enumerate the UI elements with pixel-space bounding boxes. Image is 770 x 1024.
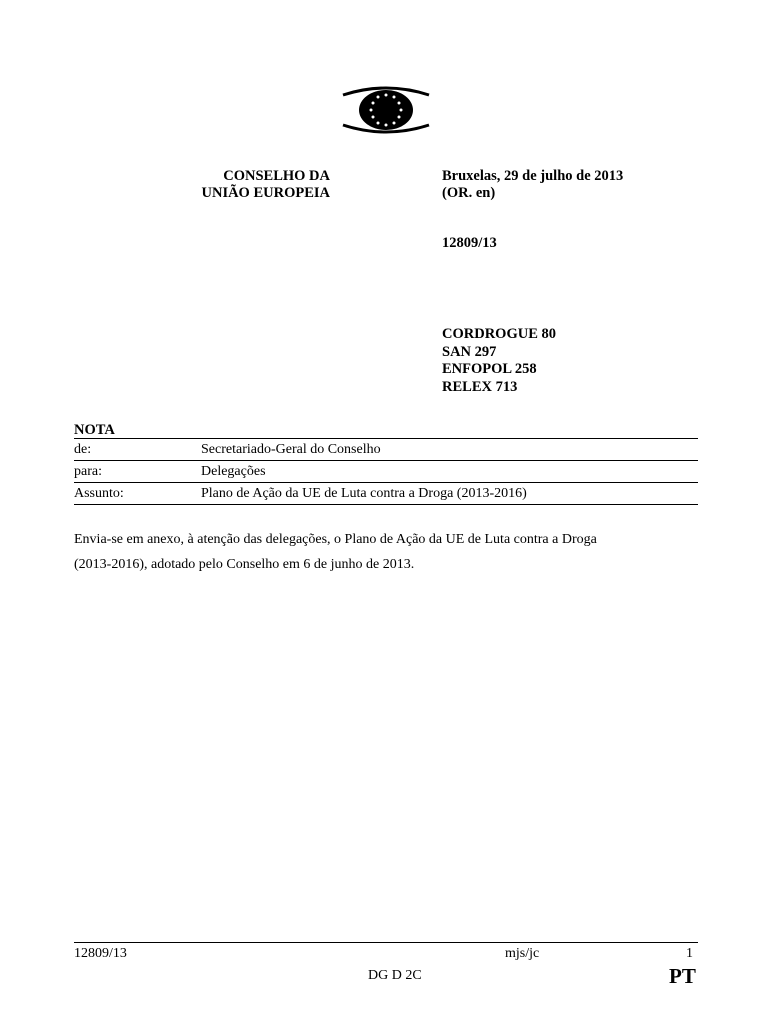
classification-code: CORDROGUE 80 <box>442 326 556 342</box>
council-name-line1: CONSELHO DA <box>223 168 330 184</box>
classification-code: ENFOPOL 258 <box>442 361 537 377</box>
footer-language: PT <box>669 964 696 988</box>
note-row-to <box>74 460 698 482</box>
classification-code: RELEX 713 <box>442 378 518 395</box>
note-row-from <box>74 438 698 460</box>
note-row-label: para: <box>74 463 102 479</box>
note-row-label: Assunto: <box>74 485 124 501</box>
footer-initials: mjs/jc <box>505 946 540 961</box>
document-number: 12809/13 <box>442 235 497 251</box>
note-row-value: Plano de Ação da UE de Luta contra a Droga (2013-2016) <box>201 485 527 501</box>
classification-codes <box>442 326 556 396</box>
original-language: (OR. en) <box>442 185 496 201</box>
council-name-line2: UNIÃO EUROPEIA <box>201 185 330 201</box>
note-body-line: Envia-se em anexo, à atenção das delegações, o Plano de Ação da UE de Luta contra a Droga <box>74 532 597 547</box>
note-row-subject <box>74 482 698 505</box>
council-name <box>150 168 330 202</box>
date-block <box>442 168 623 202</box>
note-metadata-table <box>74 438 698 505</box>
note-row-label: de: <box>74 441 92 457</box>
classification-code: SAN 297 <box>442 343 497 360</box>
note-row-value: Delegações <box>201 463 266 479</box>
footer-divider <box>74 942 698 943</box>
council-eu-logo-icon <box>337 83 435 137</box>
footer-directorate: DG D 2C <box>368 968 422 983</box>
note-body <box>74 527 698 577</box>
note-title: NOTA <box>74 422 115 438</box>
footer-page-number: 1 <box>686 946 693 961</box>
footer-document-number: 12809/13 <box>74 946 127 961</box>
note-row-value: Secretariado-Geral do Conselho <box>201 441 381 457</box>
document-date: Bruxelas, 29 de julho de 2013 <box>442 168 624 184</box>
note-body-line: (2013-2016), adotado pelo Conselho em 6 de junho de 2013. <box>74 557 415 572</box>
